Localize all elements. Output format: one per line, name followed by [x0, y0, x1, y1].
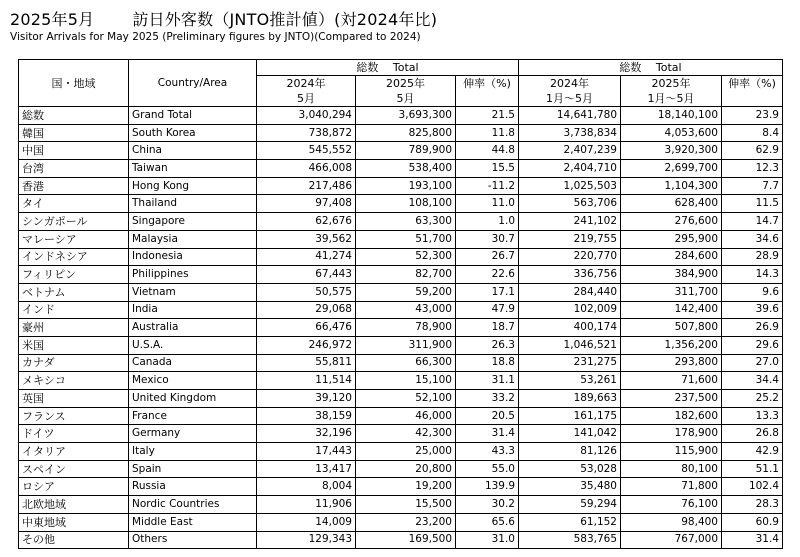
cell-ytd-rate: 26.8 [722, 425, 783, 443]
cell-ytd-2025: 1,104,300 [621, 177, 722, 195]
cell-ytd-2024: 59,294 [519, 496, 621, 514]
cell-ytd-rate: 9.6 [722, 283, 783, 301]
cell-region-jp: インドネシア [19, 248, 129, 266]
table-row [19, 460, 783, 478]
header-m2024-year: 2024年 [257, 76, 356, 92]
cell-may-2024: 11,906 [257, 496, 356, 514]
cell-may-2025: 52,300 [356, 248, 456, 266]
cell-country: China [129, 142, 257, 160]
cell-ytd-2025: 295,900 [621, 230, 722, 248]
cell-ytd-rate: 102.4 [722, 478, 783, 496]
cell-ytd-rate: 23.9 [722, 107, 783, 125]
cell-may-2024: 29,068 [257, 301, 356, 319]
cell-region-jp: 韓国 [19, 124, 129, 142]
table-row [19, 319, 783, 337]
cell-ytd-rate: 14.7 [722, 213, 783, 231]
cell-region-jp: ドイツ [19, 425, 129, 443]
cell-may-2025: 82,700 [356, 266, 456, 284]
cell-ytd-2025: 3,920,300 [621, 142, 722, 160]
cell-may-2025: 108,100 [356, 195, 456, 213]
table-row [19, 230, 783, 248]
cell-may-2025: 23,200 [356, 513, 456, 531]
cell-ytd-2024: 141,042 [519, 425, 621, 443]
table-row [19, 107, 783, 125]
cell-ytd-2025: 507,800 [621, 319, 722, 337]
cell-country: Russia [129, 478, 257, 496]
cell-ytd-2025: 115,900 [621, 443, 722, 461]
table-row [19, 407, 783, 425]
table-row [19, 372, 783, 390]
cell-may-rate: 31.1 [456, 372, 519, 390]
cell-ytd-rate: 25.2 [722, 390, 783, 408]
cell-may-2025: 15,100 [356, 372, 456, 390]
cell-ytd-rate: 34.4 [722, 372, 783, 390]
cell-may-2024: 246,972 [257, 336, 356, 354]
cell-may-rate: -11.2 [456, 177, 519, 195]
cell-country: Italy [129, 443, 257, 461]
cell-ytd-rate: 60.9 [722, 513, 783, 531]
cell-ytd-2024: 1,025,503 [519, 177, 621, 195]
cell-may-rate: 18.7 [456, 319, 519, 337]
cell-may-2024: 55,811 [257, 354, 356, 372]
cell-may-rate: 31.4 [456, 425, 519, 443]
cell-region-jp: イタリア [19, 443, 129, 461]
cell-ytd-2025: 71,600 [621, 372, 722, 390]
cell-ytd-2025: 276,600 [621, 213, 722, 231]
cell-country: South Korea [129, 124, 257, 142]
cell-may-rate: 139.9 [456, 478, 519, 496]
cell-country: Middle East [129, 513, 257, 531]
cell-region-jp: インド [19, 301, 129, 319]
cell-ytd-rate: 13.3 [722, 407, 783, 425]
cell-region-jp: シンガポール [19, 213, 129, 231]
table-row [19, 248, 783, 266]
page-subtitle: Visitor Arrivals for May 2025 (Preliminary figures by JNTO)(Compared to 2024) [10, 31, 421, 43]
cell-region-jp: マレーシア [19, 230, 129, 248]
cell-region-jp: その他 [19, 531, 129, 549]
header-country: Country/Area [129, 60, 257, 107]
cell-ytd-rate: 42.9 [722, 443, 783, 461]
cell-may-rate: 55.0 [456, 460, 519, 478]
cell-ytd-2025: 284,600 [621, 248, 722, 266]
table-row [19, 513, 783, 531]
table-row [19, 213, 783, 231]
cell-ytd-2024: 81,126 [519, 443, 621, 461]
header-y2025-period: 1月～5月 [621, 91, 722, 107]
table-row [19, 283, 783, 301]
cell-may-rate: 47.9 [456, 301, 519, 319]
cell-ytd-rate: 26.9 [722, 319, 783, 337]
table-row [19, 478, 783, 496]
cell-may-2024: 3,040,294 [257, 107, 356, 125]
cell-may-2025: 169,500 [356, 531, 456, 549]
cell-may-rate: 22.6 [456, 266, 519, 284]
cell-may-rate: 11.0 [456, 195, 519, 213]
cell-region-jp: タイ [19, 195, 129, 213]
cell-country: Germany [129, 425, 257, 443]
cell-region-jp: ベトナム [19, 283, 129, 301]
cell-ytd-2025: 311,700 [621, 283, 722, 301]
cell-region-jp: カナダ [19, 354, 129, 372]
header-region-jp: 国・地域 [19, 60, 129, 107]
cell-may-rate: 20.5 [456, 407, 519, 425]
cell-may-2024: 11,514 [257, 372, 356, 390]
cell-region-jp: スペイン [19, 460, 129, 478]
cell-may-2025: 42,300 [356, 425, 456, 443]
cell-may-2024: 32,196 [257, 425, 356, 443]
table-row [19, 443, 783, 461]
cell-region-jp: 北欧地域 [19, 496, 129, 514]
header-m2025-year: 2025年 [356, 76, 456, 92]
cell-may-2025: 193,100 [356, 177, 456, 195]
cell-may-2024: 50,575 [257, 283, 356, 301]
header-y2024-year: 2024年 [519, 76, 621, 92]
table-row [19, 124, 783, 142]
cell-may-2024: 41,274 [257, 248, 356, 266]
cell-may-2024: 8,004 [257, 478, 356, 496]
cell-ytd-2024: 231,275 [519, 354, 621, 372]
cell-may-2024: 545,552 [257, 142, 356, 160]
cell-ytd-2024: 219,755 [519, 230, 621, 248]
cell-country: Malaysia [129, 230, 257, 248]
table-row [19, 301, 783, 319]
cell-ytd-2024: 53,261 [519, 372, 621, 390]
cell-ytd-2024: 1,046,521 [519, 336, 621, 354]
cell-country: Canada [129, 354, 257, 372]
cell-ytd-2025: 767,000 [621, 531, 722, 549]
cell-ytd-rate: 28.9 [722, 248, 783, 266]
cell-ytd-rate: 12.3 [722, 160, 783, 178]
cell-ytd-2024: 2,404,710 [519, 160, 621, 178]
cell-ytd-2025: 182,600 [621, 407, 722, 425]
table-row [19, 390, 783, 408]
cell-may-rate: 18.8 [456, 354, 519, 372]
cell-may-2025: 63,300 [356, 213, 456, 231]
cell-may-2025: 25,000 [356, 443, 456, 461]
cell-may-2024: 13,417 [257, 460, 356, 478]
cell-may-rate: 33.2 [456, 390, 519, 408]
cell-region-jp: メキシコ [19, 372, 129, 390]
cell-region-jp: 中東地域 [19, 513, 129, 531]
cell-ytd-rate: 31.4 [722, 531, 783, 549]
cell-ytd-2024: 336,756 [519, 266, 621, 284]
header-y-rate: 伸率（%) [722, 76, 783, 107]
cell-may-rate: 1.0 [456, 213, 519, 231]
cell-ytd-rate: 51.1 [722, 460, 783, 478]
cell-may-2025: 3,693,300 [356, 107, 456, 125]
cell-may-2025: 15,500 [356, 496, 456, 514]
table-row [19, 142, 783, 160]
cell-may-2024: 738,872 [257, 124, 356, 142]
cell-may-2025: 43,000 [356, 301, 456, 319]
table-row [19, 195, 783, 213]
cell-ytd-2024: 14,641,780 [519, 107, 621, 125]
cell-ytd-rate: 7.7 [722, 177, 783, 195]
cell-ytd-2025: 1,356,200 [621, 336, 722, 354]
cell-region-jp: 台湾 [19, 160, 129, 178]
cell-ytd-2024: 220,770 [519, 248, 621, 266]
table-row [19, 336, 783, 354]
cell-ytd-2025: 628,400 [621, 195, 722, 213]
cell-may-rate: 65.6 [456, 513, 519, 531]
cell-ytd-2025: 384,900 [621, 266, 722, 284]
cell-ytd-rate: 8.4 [722, 124, 783, 142]
cell-may-2025: 51,700 [356, 230, 456, 248]
cell-region-jp: フィリピン [19, 266, 129, 284]
cell-ytd-2024: 583,765 [519, 531, 621, 549]
header-m-rate: 伸率（%) [456, 76, 519, 107]
cell-region-jp: 米国 [19, 336, 129, 354]
cell-country: Taiwan [129, 160, 257, 178]
page-title [10, 7, 437, 30]
cell-ytd-2024: 563,706 [519, 195, 621, 213]
cell-country: India [129, 301, 257, 319]
cell-country: France [129, 407, 257, 425]
cell-region-jp: 英国 [19, 390, 129, 408]
cell-may-rate: 31.0 [456, 531, 519, 549]
cell-ytd-rate: 34.6 [722, 230, 783, 248]
cell-may-rate: 43.3 [456, 443, 519, 461]
cell-country: Nordic Countries [129, 496, 257, 514]
cell-may-2025: 311,900 [356, 336, 456, 354]
arrivals-table [18, 59, 783, 549]
cell-region-jp: 豪州 [19, 319, 129, 337]
cell-ytd-rate: 39.6 [722, 301, 783, 319]
cell-ytd-rate: 28.3 [722, 496, 783, 514]
cell-region-jp: 香港 [19, 177, 129, 195]
header-group-month: 総数 Total [257, 60, 519, 76]
cell-ytd-2024: 53,028 [519, 460, 621, 478]
cell-country: Singapore [129, 213, 257, 231]
cell-may-2025: 66,300 [356, 354, 456, 372]
cell-may-rate: 26.3 [456, 336, 519, 354]
cell-country: Grand Total [129, 107, 257, 125]
cell-region-jp: ロシア [19, 478, 129, 496]
cell-may-2025: 789,900 [356, 142, 456, 160]
cell-may-2024: 14,009 [257, 513, 356, 531]
header-y2024-period: 1月～5月 [519, 91, 621, 107]
table-row [19, 160, 783, 178]
cell-may-2024: 38,159 [257, 407, 356, 425]
header-m2025-period: 5月 [356, 91, 456, 107]
cell-may-2025: 20,800 [356, 460, 456, 478]
cell-ytd-2025: 142,400 [621, 301, 722, 319]
cell-ytd-rate: 29.6 [722, 336, 783, 354]
table-row [19, 496, 783, 514]
cell-may-2025: 825,800 [356, 124, 456, 142]
cell-ytd-2024: 102,009 [519, 301, 621, 319]
header-m2024-period: 5月 [257, 91, 356, 107]
cell-ytd-rate: 27.0 [722, 354, 783, 372]
cell-country: Indonesia [129, 248, 257, 266]
cell-ytd-2025: 2,699,700 [621, 160, 722, 178]
cell-may-2025: 59,200 [356, 283, 456, 301]
title-main: 2025年5月 [10, 10, 95, 29]
cell-ytd-2025: 18,140,100 [621, 107, 722, 125]
table-row [19, 177, 783, 195]
cell-may-2024: 129,343 [257, 531, 356, 549]
cell-ytd-2025: 80,100 [621, 460, 722, 478]
cell-may-2024: 39,562 [257, 230, 356, 248]
cell-may-rate: 30.7 [456, 230, 519, 248]
cell-ytd-rate: 11.5 [722, 195, 783, 213]
cell-may-2024: 67,443 [257, 266, 356, 284]
cell-ytd-2025: 237,500 [621, 390, 722, 408]
cell-ytd-2025: 178,900 [621, 425, 722, 443]
cell-country: Australia [129, 319, 257, 337]
cell-country: U.S.A. [129, 336, 257, 354]
cell-may-2025: 19,200 [356, 478, 456, 496]
cell-ytd-2024: 189,663 [519, 390, 621, 408]
cell-ytd-2024: 400,174 [519, 319, 621, 337]
cell-may-2024: 39,120 [257, 390, 356, 408]
cell-country: Spain [129, 460, 257, 478]
cell-ytd-2025: 76,100 [621, 496, 722, 514]
cell-region-jp: 総数 [19, 107, 129, 125]
table-body [19, 107, 783, 549]
table-row [19, 425, 783, 443]
cell-may-2025: 52,100 [356, 390, 456, 408]
cell-may-2025: 538,400 [356, 160, 456, 178]
cell-ytd-2024: 2,407,239 [519, 142, 621, 160]
header-group-ytd: 総数 Total [519, 60, 783, 76]
cell-ytd-2025: 98,400 [621, 513, 722, 531]
cell-region-jp: 中国 [19, 142, 129, 160]
cell-may-2024: 466,008 [257, 160, 356, 178]
cell-may-rate: 44.8 [456, 142, 519, 160]
cell-ytd-rate: 62.9 [722, 142, 783, 160]
cell-may-rate: 17.1 [456, 283, 519, 301]
cell-may-rate: 21.5 [456, 107, 519, 125]
cell-ytd-2025: 4,053,600 [621, 124, 722, 142]
cell-country: Hong Kong [129, 177, 257, 195]
cell-ytd-2024: 3,738,834 [519, 124, 621, 142]
cell-country: Mexico [129, 372, 257, 390]
table-row [19, 531, 783, 549]
cell-may-2024: 62,676 [257, 213, 356, 231]
cell-ytd-rate: 14.3 [722, 266, 783, 284]
cell-ytd-2024: 284,440 [519, 283, 621, 301]
header-y2025-year: 2025年 [621, 76, 722, 92]
cell-ytd-2024: 61,152 [519, 513, 621, 531]
cell-may-rate: 30.2 [456, 496, 519, 514]
cell-may-2024: 97,408 [257, 195, 356, 213]
cell-country: Others [129, 531, 257, 549]
cell-may-2024: 217,486 [257, 177, 356, 195]
cell-may-rate: 26.7 [456, 248, 519, 266]
cell-may-2025: 46,000 [356, 407, 456, 425]
cell-region-jp: フランス [19, 407, 129, 425]
cell-ytd-2025: 71,800 [621, 478, 722, 496]
cell-may-2025: 78,900 [356, 319, 456, 337]
title-sub: 訪日外客数（JNTO推計値）(対2024年比) [132, 10, 438, 29]
cell-ytd-2025: 293,800 [621, 354, 722, 372]
cell-may-rate: 15.5 [456, 160, 519, 178]
cell-may-rate: 11.8 [456, 124, 519, 142]
table-row [19, 354, 783, 372]
cell-country: United Kingdom [129, 390, 257, 408]
cell-ytd-2024: 35,480 [519, 478, 621, 496]
cell-ytd-2024: 161,175 [519, 407, 621, 425]
table-row [19, 266, 783, 284]
cell-country: Thailand [129, 195, 257, 213]
cell-ytd-2024: 241,102 [519, 213, 621, 231]
cell-country: Vietnam [129, 283, 257, 301]
cell-may-2024: 66,476 [257, 319, 356, 337]
cell-country: Philippines [129, 266, 257, 284]
cell-may-2024: 17,443 [257, 443, 356, 461]
